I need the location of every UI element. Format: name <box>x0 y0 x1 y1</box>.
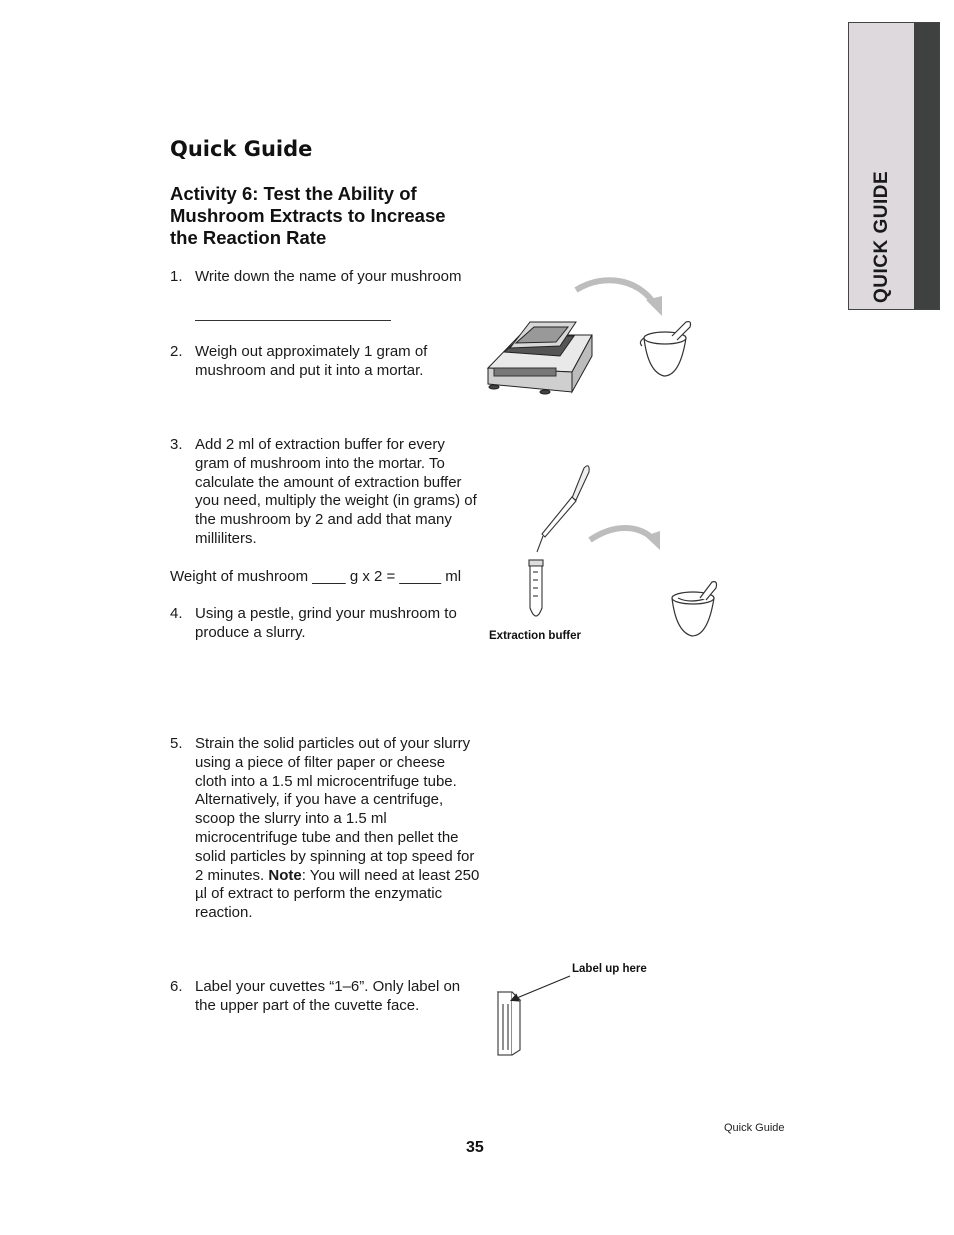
step-number: 1. <box>170 268 183 285</box>
step-text-part: : You will need at least 250 µl of extract to perform the enzymatic reaction. <box>195 866 480 922</box>
step-number: 6. <box>170 978 183 995</box>
curved-arrow-1 <box>576 280 655 305</box>
activity-title: Activity 6: Test the Ability of Mushroom Extracts to Increase the Reaction Rate <box>170 183 446 248</box>
page-number: 35 <box>466 1139 484 1156</box>
step-text: Add 2 ml of extraction buffer for every gram of mushroom into the mortar. To calculate the amount of extraction buffer you need, multiply the weight (in grams) of the mushroom by 2 and add that many milliliters. <box>195 436 477 547</box>
step-text-part: Strain the solid particles out of your slurry using a piece of filter paper or cheese cloth into a 1.5 ml microcentrifuge tube. Alternatively, if you have a centrifuge, scoop the slurry into a 1.5 ml microcentrifuge tube and then pellet the solid particles by spinning at top speed for 2 minutes. <box>195 735 475 884</box>
step-number: 4. <box>170 605 183 622</box>
extraction-buffer-tube-illustration <box>529 560 543 616</box>
step-text: Using a pestle, grind your mushroom to produce a slurry. <box>195 605 457 641</box>
side-tab-label: QUICK GUIDE <box>871 170 892 303</box>
balance-scale-illustration <box>488 322 592 394</box>
step-text: Write down the name of your mushroom <box>195 268 462 285</box>
pipette-illustration <box>537 466 589 552</box>
label-up-here-label: Label up here <box>572 963 647 975</box>
weight-formula: Weight of mushroom ____ g x 2 = _____ ml <box>170 568 462 585</box>
step-number: 2. <box>170 343 183 360</box>
footer-section-title: Quick Guide <box>724 1122 785 1134</box>
page-heading: Quick Guide <box>170 137 313 161</box>
note-label: Note <box>268 866 302 884</box>
extraction-buffer-label: Extraction buffer <box>489 630 582 642</box>
curved-arrow-2 <box>590 528 654 540</box>
cuvette-illustration <box>498 992 520 1055</box>
step-number: 5. <box>170 735 183 752</box>
mortar-pestle-2-illustration <box>672 582 717 636</box>
label-pointer-arrow <box>512 976 570 1000</box>
step-number: 3. <box>170 436 183 453</box>
mortar-pestle-1-illustration <box>640 322 690 376</box>
step-text: Weigh out approximately 1 gram of mushroom and put it into a mortar. <box>195 343 428 379</box>
step-text: Label your cuvettes “1–6”. Only label on the upper part of the cuvette face. <box>195 978 461 1014</box>
